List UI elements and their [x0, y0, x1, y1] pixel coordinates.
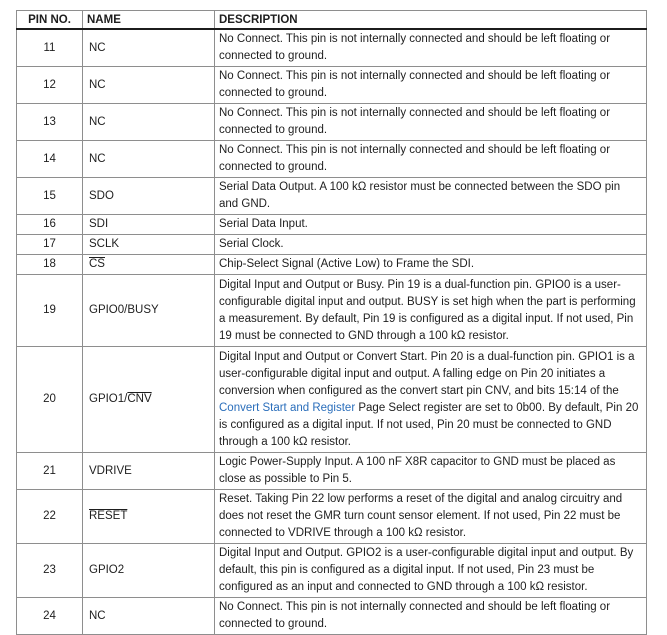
table-row [17, 29, 647, 67]
description-text: Page Select register are set to 0b00. By default, Pin 20 is configured as a digital input. If not used, Pin 20 must be connected to GND through a 100 kΩ resistor. [219, 401, 639, 448]
pin-number: 22 [17, 490, 83, 544]
pin-name-overlined: RESET [89, 510, 128, 522]
table-row [17, 215, 647, 235]
pin-name [83, 347, 215, 453]
pin-number: 23 [17, 544, 83, 598]
pin-name: VDRIVE [83, 453, 215, 490]
table-row [17, 67, 647, 104]
pin-description: Serial Data Output. A 100 kΩ resistor must be connected between the SDO pin and GND. [215, 178, 647, 215]
pin-name: NC [83, 141, 215, 178]
pin-number: 15 [17, 178, 83, 215]
table-row [17, 104, 647, 141]
pin-name: NC [83, 598, 215, 635]
name-header: NAME [83, 11, 215, 30]
pin-description: No Connect. This pin is not internally connected and should be left floating or connected to ground. [215, 141, 647, 178]
pin-description [215, 347, 647, 453]
pin-number: 18 [17, 255, 83, 275]
table-row [17, 275, 647, 347]
pin-description: Digital Input and Output or Busy. Pin 19 is a dual-function pin. GPIO0 is a user-configurable digital input and output. BUSY is set high when the part is performing a measurement. By default, Pin 19 is configured as a digital input. If not used, Pin 19 must be connected to GND through a 100 kΩ resistor. [215, 275, 647, 347]
pin-name: SDI [83, 215, 215, 235]
pin-name: SDO [83, 178, 215, 215]
pin-description: Chip-Select Signal (Active Low) to Frame the SDI. [215, 255, 647, 275]
table-row [17, 235, 647, 255]
pin-description-table [16, 10, 647, 635]
pin-name-overlined: $\overline{CNV}$ [127, 393, 152, 405]
pin-number: 16 [17, 215, 83, 235]
pin-description: Serial Clock. [215, 235, 647, 255]
pin-number: 11 [17, 29, 83, 67]
pin-number: 13 [17, 104, 83, 141]
pin-description: No Connect. This pin is not internally connected and should be left floating or connected to ground. [215, 104, 647, 141]
pin-description: Serial Data Input. [215, 215, 647, 235]
pin-name: SCLK [83, 235, 215, 255]
pin-description: No Connect. This pin is not internally connected and should be left floating or connected to ground. [215, 598, 647, 635]
pin-name [83, 255, 215, 275]
pin-description: Logic Power-Supply Input. A 100 nF X8R capacitor to GND must be placed as close as possible to Pin 5. [215, 453, 647, 490]
pin-description: Digital Input and Output. GPIO2 is a user-configurable digital input and output. By default, this pin is configured as a digital input. If not used, Pin 23 must be configured as an input and connected to GND through a 100 kΩ resistor. [215, 544, 647, 598]
table-row [17, 347, 647, 453]
table-row [17, 255, 647, 275]
pin-description-table-container [16, 10, 646, 635]
pin-name [83, 490, 215, 544]
pin-number: 21 [17, 453, 83, 490]
pin-name-overlined: $\overline{CS}$ [89, 258, 105, 270]
pin-name: NC [83, 67, 215, 104]
pin-description: Reset. Taking Pin 22 low performs a reset of the digital and analog circuitry and does not reset the GMR turn count sensor element. If not used, Pin 22 must be connected to VDRIVE through a 100 kΩ resistor. [215, 490, 647, 544]
register-link[interactable]: Convert Start and Register [219, 401, 356, 414]
pin-number: 12 [17, 67, 83, 104]
pin-number: 20 [17, 347, 83, 453]
pin-number: 19 [17, 275, 83, 347]
table-header-row [17, 11, 647, 30]
description-text: Digital Input and Output or Convert Start. Pin 20 is a dual-function pin. GPIO1 is a user-configurable digital input and output. A falling edge on Pin 20 initiates a conversion when configured as the convert start pin CNV, and bits 15:14 of the [219, 350, 635, 397]
table-row [17, 453, 647, 490]
table-row [17, 490, 647, 544]
table-row [17, 598, 647, 635]
table-row [17, 141, 647, 178]
table-row [17, 178, 647, 215]
table-row [17, 544, 647, 598]
pin-description: No Connect. This pin is not internally connected and should be left floating or connected to ground. [215, 67, 647, 104]
pin-number: 24 [17, 598, 83, 635]
pin-name-prefix: GPIO1/ [89, 393, 128, 405]
pin-name: NC [83, 29, 215, 67]
pin-number: 17 [17, 235, 83, 255]
pin-name: GPIO2 [83, 544, 215, 598]
pin-description: No Connect. This pin is not internally connected and should be left floating or connected to ground. [215, 29, 647, 67]
pin-name: GPIO0/BUSY [83, 275, 215, 347]
pin-no-header: PIN NO. [17, 11, 83, 30]
pin-name: NC [83, 104, 215, 141]
pin-number: 14 [17, 141, 83, 178]
description-header: DESCRIPTION [215, 11, 647, 30]
